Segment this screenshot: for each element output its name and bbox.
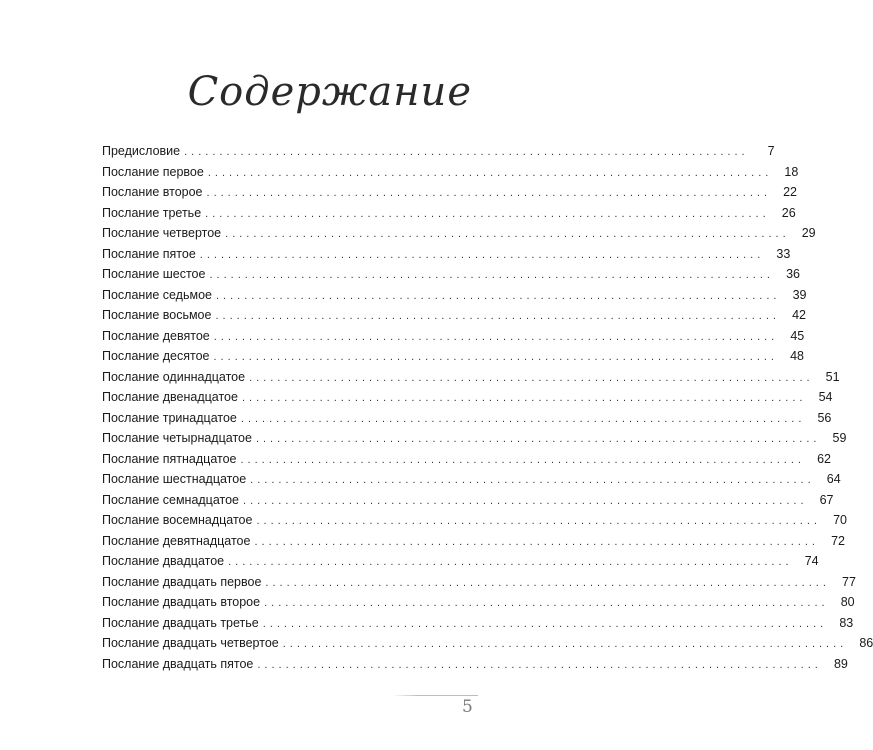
toc-entry[interactable] [102, 223, 816, 244]
toc-leader-dots: ................................................................................ [213, 330, 779, 343]
toc-leader-dots: ................................................................................ [240, 453, 805, 466]
toc-entry[interactable] [102, 613, 854, 634]
toc-leader-dots: ................................................................................ [209, 269, 774, 281]
toc-entry-title: Послание пятнадцатое [102, 451, 237, 466]
toc-entry-title: Послание четвертое [102, 226, 222, 240]
toc-entry-page-number: 89 [833, 656, 848, 671]
toc-entry-title: Послание второе [102, 185, 203, 199]
toc-entry[interactable] [102, 182, 798, 203]
toc-entry-title: Послание двадцать первое [102, 574, 262, 589]
toc-entry-title: Послание девятнадцатое [102, 533, 251, 548]
toc-entry-title: Послание пятое [102, 246, 196, 261]
toc-leader-dots: ................................................................................ [255, 433, 821, 445]
toc-entry-page-number: 54 [818, 390, 833, 404]
toc-leader-dots: ................................................................................ [262, 617, 828, 630]
toc-entry-title: Послание седьмое [102, 287, 212, 302]
toc-entry[interactable] [102, 326, 805, 347]
toc-leader-dots: ................................................................................ [206, 187, 772, 199]
toc-entry[interactable] [102, 346, 804, 367]
toc-entry[interactable] [102, 367, 840, 388]
toc-leader-dots: ................................................................................ [241, 392, 807, 404]
toc-entry[interactable] [102, 551, 819, 572]
toc-entry-page-number: 59 [832, 431, 847, 445]
toc-entry-page-number: 18 [784, 164, 799, 179]
toc-leader-dots: ................................................................................ [225, 228, 790, 240]
toc-leader-dots: ................................................................................ [250, 474, 815, 486]
toc-leader-dots: ................................................................................ [213, 351, 778, 363]
toc-entry-title: Послание девятое [102, 328, 210, 343]
toc-leader-dots: ................................................................................ [243, 494, 808, 507]
toc-leader-dots: ................................................................................ [254, 535, 819, 548]
toc-leader-dots: ................................................................................ [228, 556, 793, 568]
toc-entry-title: Предисловие [102, 144, 181, 158]
toc-entry-title: Послание первое [102, 164, 204, 179]
toc-leader-dots: ................................................................................ [205, 207, 770, 220]
toc-leader-dots: ................................................................................ [256, 515, 821, 527]
toc-entry-page-number: 45 [790, 328, 805, 343]
toc-entry-title: Послание семнадцатое [102, 492, 240, 507]
toc-entry[interactable] [102, 469, 841, 490]
footer-divider [392, 695, 478, 696]
toc-entry-title: Послание тринадцатое [102, 410, 237, 425]
toc-entry[interactable] [102, 531, 845, 552]
toc-entry-page-number: 29 [801, 226, 816, 240]
toc-entry-page-number: 83 [839, 615, 854, 630]
toc-entry-page-number: 26 [781, 205, 796, 220]
toc-entry-page-number: 86 [859, 636, 873, 650]
toc-entry-title: Послание двадцатое [102, 554, 225, 568]
toc-entry-title: Послание четырнадцатое [102, 431, 252, 445]
toc-entry[interactable] [102, 408, 832, 429]
toc-leader-dots: ................................................................................ [199, 248, 765, 261]
toc-entry[interactable] [102, 244, 791, 265]
page-number: 5 [462, 697, 473, 717]
toc-leader-dots: ................................................................................ [184, 146, 749, 158]
toc-leader-dots: ................................................................................ [249, 371, 814, 384]
toc-entry-title: Послание двадцать третье [102, 615, 259, 630]
toc-entry-page-number: 64 [826, 472, 841, 486]
toc-leader-dots: ................................................................................ [265, 576, 830, 589]
toc-entry-page-number: 33 [776, 246, 791, 261]
toc-leader-dots: ................................................................................ [257, 658, 822, 671]
toc-entry-title: Послание восьмое [102, 308, 212, 322]
toc-entry[interactable] [102, 285, 807, 306]
toc-entry-page-number: 51 [825, 369, 840, 384]
toc-entry-page-number: 74 [804, 554, 819, 568]
toc-entry-title: Послание третье [102, 205, 202, 220]
toc-entry[interactable] [102, 654, 848, 675]
toc-leader-dots: ................................................................................ [282, 638, 848, 650]
toc-entry-title: Послание одиннадцатое [102, 369, 246, 384]
toc-entry-title: Послание двадцать второе [102, 595, 261, 609]
toc-entry[interactable] [102, 428, 847, 449]
toc-entry-title: Послание двадцать четвертое [102, 636, 279, 650]
toc-entry-page-number: 72 [831, 533, 845, 548]
toc-entry-page-number: 48 [790, 349, 804, 363]
toc-leader-dots: ................................................................................ [207, 166, 773, 179]
toc-entry-page-number: 80 [840, 595, 855, 609]
toc-entry-page-number: 39 [792, 287, 807, 302]
toc-entry-page-number: 42 [792, 308, 806, 322]
toc-entry[interactable] [102, 305, 806, 326]
toc-entry[interactable] [102, 633, 873, 654]
toc-entry-page-number: 70 [833, 513, 847, 527]
toc-entry-title: Послание шестнадцатое [102, 472, 247, 486]
toc-entry[interactable] [102, 490, 834, 511]
toc-entry[interactable] [102, 162, 799, 183]
toc-entry[interactable] [102, 572, 856, 593]
table-of-contents [102, 141, 873, 674]
toc-entry-page-number: 36 [786, 267, 800, 281]
toc-entry-page-number: 62 [817, 451, 831, 466]
toc-entry[interactable] [102, 387, 833, 408]
toc-entry-page-number: 67 [819, 492, 834, 507]
toc-entry-page-number: 22 [783, 185, 798, 199]
toc-entry[interactable] [102, 592, 855, 613]
toc-entry-title: Послание двадцать пятое [102, 656, 254, 671]
toc-entry-page-number: 77 [842, 574, 856, 589]
toc-entry[interactable] [102, 203, 796, 224]
toc-entry-title: Послание десятое [102, 349, 210, 363]
toc-entry-page-number: 56 [817, 410, 832, 425]
toc-entry-title: Послание восемнадцатое [102, 513, 253, 527]
toc-entry[interactable] [102, 264, 800, 285]
toc-entry-page-number: 7 [767, 144, 775, 158]
toc-leader-dots: ................................................................................ [240, 412, 806, 425]
page-title: Содержание [187, 69, 472, 115]
toc-entry-title: Послание шестое [102, 267, 206, 281]
toc-entry[interactable] [102, 449, 831, 470]
toc-entry[interactable] [102, 510, 847, 531]
toc-entry-title: Послание двенадцатое [102, 390, 238, 404]
toc-leader-dots: ................................................................................ [215, 289, 781, 302]
toc-leader-dots: ................................................................................ [215, 310, 780, 322]
toc-leader-dots: ................................................................................ [264, 597, 829, 609]
toc-entry[interactable] [102, 141, 775, 162]
